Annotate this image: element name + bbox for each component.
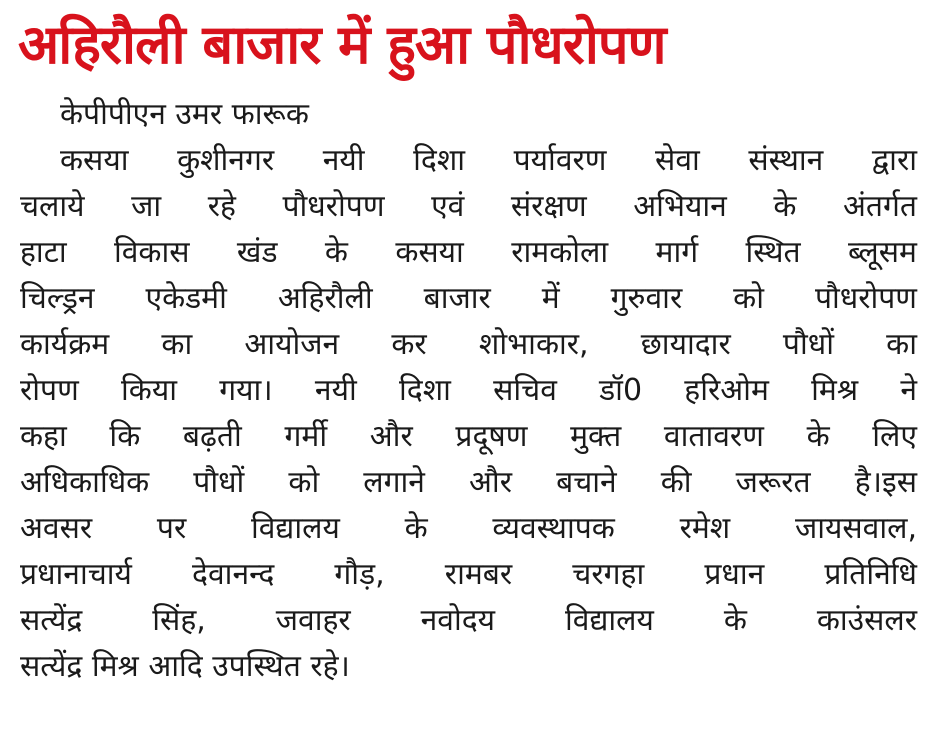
body-line: रोपण किया गया। नयी दिशा सचिव डॉ0 हरिओम मिश्र ने: [20, 373, 917, 408]
headline: अहिरौली बाजार में हुआ पौधरोपण: [18, 13, 666, 76]
body-line: कहा कि बढ़ती गर्मी और प्रदूषण मुक्त वातावरण के लिए: [20, 419, 917, 454]
body-line: चलाये जा रहे पौधरोपण एवं संरक्षण अभियान के अंतर्गत: [20, 189, 917, 224]
body-line: प्रधानाचार्य देवानन्द गौड़, रामबर चरगहा प्रधान प्रतिनिधि: [20, 557, 917, 592]
body-line: अवसर पर विद्यालय के व्यवस्थापक रमेश जायसवाल,: [20, 511, 917, 546]
byline: केपीपीएन उमर फारूक: [60, 97, 309, 132]
body-line: अधिकाधिक पौधों को लगाने और बचाने की जरूरत है।इस: [20, 465, 917, 500]
body-line: हाटा विकास खंड के कसया रामकोला मार्ग स्थित ब्लूसम: [20, 235, 917, 270]
article-body: [20, 92, 917, 690]
body-line: चिल्ड्रन एकेडमी अहिरौली बाजार में गुरुवार को पौधरोपण: [20, 281, 917, 316]
body-line: कसया कुशीनगर नयी दिशा पर्यावरण सेवा संस्थान द्वारा: [60, 143, 917, 178]
body-line: सत्येंद्र मिश्र आदि उपस्थित रहे।: [20, 649, 350, 684]
body-line: सत्येंद्र सिंह, जवाहर नवोदय विद्यालय के काउंसलर: [20, 603, 917, 638]
body-line: कार्यक्रम का आयोजन कर शोभाकार, छायादार पौधों का: [20, 327, 917, 362]
